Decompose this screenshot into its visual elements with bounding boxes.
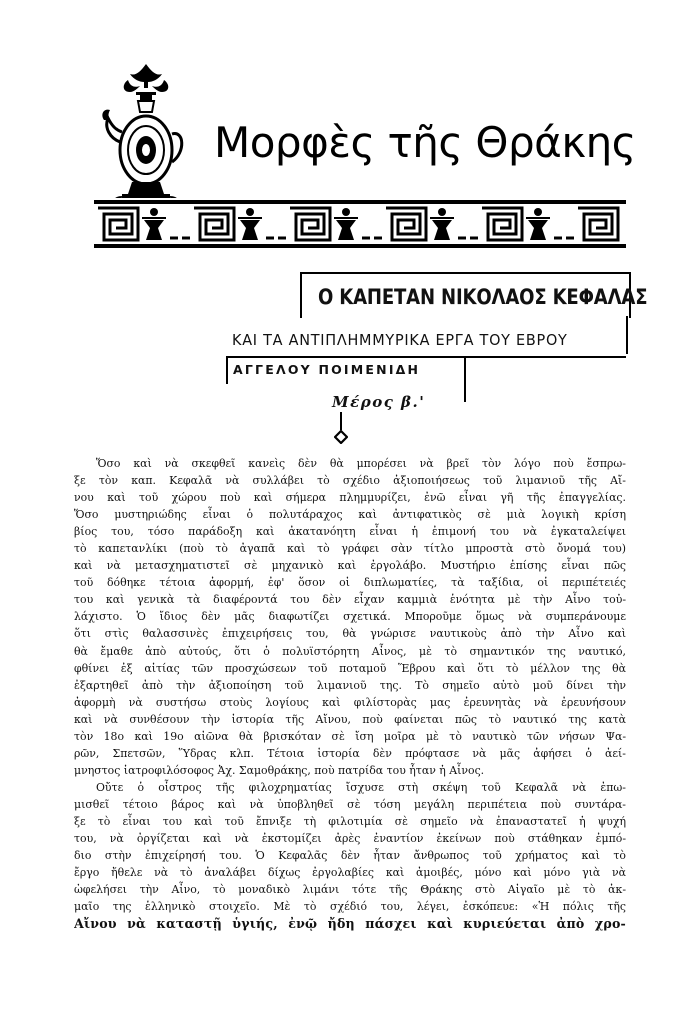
header-title: Μορφὲς τῆς Θράκης <box>214 118 636 167</box>
body-line: Ὅσο καὶ νὰ σκεφθεῖ κανεὶς δὲν θὰ μπορέσει νὰ βρεῖ τὸν λόγο ποὺ ἔσπρω- <box>96 457 626 470</box>
body-line: θὰ ἔμαθε ἀπὸ αὐτούς, ὅτι ὁ πολυϊστόρητη Αἶνος, μὲ τὸ σημαντικόν της ναυτικό, <box>74 644 626 658</box>
body-line: Οὔτε ὁ οἶστρος τῆς φιλοχρηματίας ἴσχυσε στὴ σκέψη τοῦ Κεφαλᾶ νὰ ἐπω- <box>96 780 626 794</box>
body-line: ξε τὸ εἶναι του καὶ τοῦ ἔπνιξε τὴ φιλοτιμία σὲ σημεῖο νὰ ἐπαναστατεῖ ἡ ψυχή <box>74 814 626 828</box>
body-line: διο στὴν ἐπιχείρησή του. Ὁ Κεφαλᾶς δὲν ἦταν ἄνθρωπος τοῦ χρήματος καὶ τὸ <box>74 849 626 863</box>
part-label: Μέρος β.' <box>332 393 426 411</box>
article-subtitle: ΚΑΙ ΤΑ ΑΝΤΙΠΛΗΜΜΥΡΙΚΑ ΕΡΓΑ ΤΟΥ ΕΒΡΟΥ <box>232 331 568 349</box>
body-line: ὅτι στὶς θαλασσινὲς ἐπιχειρήσεις του, θὰ γνώρισε ναυτικοὺς ἀπὸ τὴν Αἶνο καὶ <box>74 627 626 641</box>
body-line: τοῦ δόθηκε τέτοια ἀφορμή, ἐφ' ὅσον οἱ διπλωματίες, τὰ ταξίδια, οἱ περιπέτειές <box>74 576 626 590</box>
article-body <box>74 455 626 932</box>
body-line: μισθεῖ τέτοιο βάρος καὶ νὰ ὑποβληθεῖ σὲ τόση μεγάλη περιπέτεια ποὺ συντάρα- <box>74 797 626 811</box>
body-line: καὶ νὰ συνθέσουν τὴν ἱστορία τῆς Αἴνου, ποὺ φαίνεται πῶς τὸ ναυτικό της κατὰ <box>74 712 626 726</box>
body-line: καὶ νὰ μετασχηματιστεῖ σὲ μηχανικὸ καὶ ἐργολάβο. Μυστήριο ἐπίσης εἶναι πῶς <box>74 559 626 573</box>
body-line: του καὶ γενικὰ τὰ διαφέροντά του δὲν εἶχαν καμμιὰ ἑνότητα μὲ τὴν Αἶνο τοὐ- <box>74 593 626 607</box>
body-line: ὠφελήσει τὴν Αἶνο, τὸ μοναδικὸ λιμάνι τότε τῆς Θράκης στὸ Αἰγαῖο μὲ τὸ ἀκ- <box>74 883 626 897</box>
body-line: τὸ καπετανλίκι (ποὺ τὸ ἀγαπᾶ καὶ τὸ γράφει σὰν τίτλο μπροστὰ στὸ ὄνομά του) <box>74 542 626 556</box>
body-line: νου καὶ τοῦ χώρου ποὺ καὶ σήμερα πλημμυρίζει, ἐνῶ εἶναι γῆ τῆς ἐπαγγελίας. <box>74 491 626 505</box>
body-line: Αἴνου νὰ καταστῇ ὑγιής, ἐνῷ ἤδη πάσχει καὶ κυριεύεται ἀπὸ χρο- <box>74 916 626 932</box>
vase-ornament-icon <box>100 62 192 212</box>
body-line: ξε τὸν καπ. Κεφαλᾶ νὰ συλλάβει τὸ σχέδιο ἀξιοποιήσεως τοῦ λιμανιοῦ τῆς Αἴ- <box>74 474 626 488</box>
body-line: φθίνει ἐξ αἰτίας τῶν προσχώσεων τοῦ ποταμοῦ Ἕβρου καὶ ὅτι τὸ μέλλον της θὰ <box>74 661 626 675</box>
body-line: ἀφορμὴ νὰ συστήσω στοὺς λογίους καὶ φιλίστορὰς μας ἐρευνητὰς νὰ ἐρευνήσουν <box>74 695 626 709</box>
author-rule-right <box>464 358 466 402</box>
body-line: Ὅσο μυστηριώδης εἶναι ὁ πολυτάραχος καὶ ἀντιφατικὸς σὲ μιὰ λογικὴ κρίση <box>74 508 626 522</box>
author-rule-left <box>226 358 228 384</box>
part-rule <box>340 412 342 430</box>
diamond-ornament-icon <box>334 430 348 444</box>
article-author: ΑΓΓΕΛΟΥ ΠΟΙΜΕΝΙΔΗ <box>233 362 421 377</box>
author-rule-top <box>226 356 626 358</box>
body-line: τὸν 18ο καὶ 19ο αἰῶνα θὰ βρισκόταν σὲ ἴση μοῖρα μὲ τὸ ναυτικὸ τῶν νήσων Ψα- <box>74 729 626 743</box>
body-line: βίος του, τόσο παράδοξη καὶ ἀκατανόητη εἶναι ἡ ἐπιμονή του νὰ ἐγκαταλείψει <box>74 525 626 539</box>
body-line: μαῖο της ἑλληνικὸ στοιχεῖο. Μὲ τὸ σχέδιό του, λέγει, ἐσκόπευε: «Ἡ πόλις τῆς <box>74 900 626 914</box>
body-line: ἐξαρτηθεῖ ἀπὸ τὴν ἀξιοποίηση τοῦ λιμανιοῦ της. Τὸ σημεῖο αὐτὸ μοῦ δίνει τὴν <box>74 678 626 692</box>
meander-border-icon <box>94 198 626 250</box>
body-line: ρῶν, Σπετσῶν, Ὕδρας κλπ. Τέτοια ἱστορία δὲν πρόφτασε νὰ μᾶς ἀφήσει ὁ ἀεί- <box>74 746 626 760</box>
body-line: λάχιστο. Ὁ ἴδιος δὲν μᾶς διαφωτίζει σχετικά. Μποροῦμε ὅμως νὰ συμπεράνουμε <box>74 610 626 624</box>
body-line: ἔργο ἤθελε νὰ τὸ ἀναλάβει δίχως ἐργολαβίες καὶ ἀμοιβές, μόνο καὶ μόνο γιὰ νὰ <box>74 866 626 880</box>
subtitle-rule <box>626 316 628 354</box>
article-title: Ο ΚΑΠΕΤΑΝ ΝΙΚΟΛΑΟΣ ΚΕΦΑΛΑΣ <box>318 285 648 309</box>
body-line: του, νὰ ὀργίζεται καὶ νὰ ἐκστομίζει ἀρὲς ἐναντίον ἐκείνων ποὺ στάθηκαν ἐμπό- <box>74 832 626 846</box>
body-line: μνηστος ἰατροφιλόσοφος Ἀχ. Σαμοθράκης, ποὺ πατρίδα του ἦταν ἡ Αἶνος. <box>74 763 485 777</box>
